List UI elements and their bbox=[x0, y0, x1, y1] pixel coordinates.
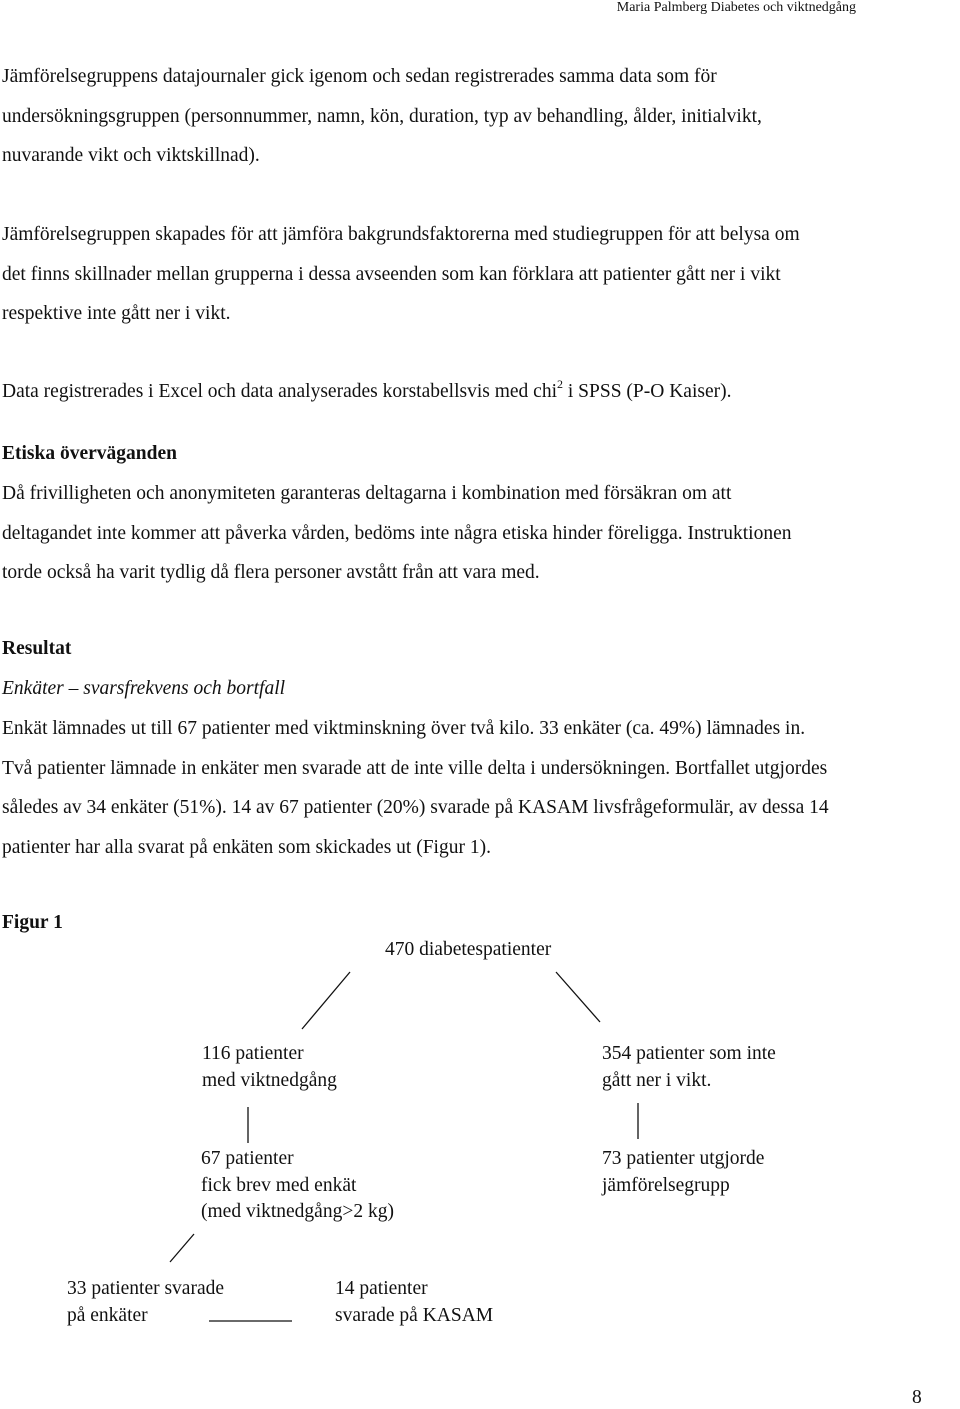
node-line: (med viktnedgång>2 kg) bbox=[201, 1201, 394, 1222]
text-line: Två patienter lämnade in enkäter men svarade att de inte ville delta i undersökningen. Bortfallet utgjordes bbox=[2, 757, 828, 779]
text-line: patienter har alla svarat på enkäten som skickades ut (Figur 1). bbox=[2, 836, 491, 858]
running-header: Maria Palmberg Diabetes och viktnedgång bbox=[616, 0, 856, 15]
analysis-text-before: Data registrerades i Excel och data analyserades korstabellsvis med chi bbox=[2, 381, 557, 402]
node-line: 116 patienter bbox=[202, 1043, 304, 1064]
heading-ethics: Etiska överväganden bbox=[2, 443, 177, 464]
node-line: svarade på KASAM bbox=[335, 1304, 494, 1326]
text-line: Jämförelsegruppen skapades för att jämföra bakgrundsfaktorerna med studiegruppen för att belysa om bbox=[2, 224, 800, 245]
text-line: det finns skillnader mellan grupperna i dessa avseenden som kan förklara att patienter gått ner i vikt bbox=[2, 263, 781, 285]
page-number: 8 bbox=[912, 1387, 922, 1408]
text-line: deltagandet inte kommer att påverka vården, bedöms inte några etiska hinder föreligga. Instruktionen bbox=[2, 522, 792, 544]
subheading-survey: Enkäter – svarsfrekvens och bortfall bbox=[2, 678, 286, 699]
node-line: gått ner i vikt. bbox=[602, 1069, 712, 1091]
text-line: Enkät lämnades ut till 67 patienter med viktminskning över två kilo. 33 enkäter (ca. 49%) lämnades in. bbox=[2, 718, 806, 739]
text-line: nuvarande vikt och viktskillnad). bbox=[2, 145, 260, 166]
heading-results: Resultat bbox=[2, 638, 72, 659]
node-line: 67 patienter bbox=[201, 1148, 294, 1169]
superscript: 2 bbox=[557, 377, 563, 391]
figure-label: Figur 1 bbox=[2, 912, 63, 933]
text-line: respektive inte gått ner i vikt. bbox=[2, 303, 231, 324]
connector-root-right bbox=[556, 972, 600, 1022]
text-line: Jämförelsegruppens datajournaler gick igenom och sedan registrerades samma data som för bbox=[2, 66, 717, 87]
node-line: 33 patienter svarade bbox=[67, 1278, 225, 1299]
connector-letter-answered bbox=[170, 1234, 194, 1262]
node-line: 470 diabetespatienter bbox=[385, 939, 552, 960]
node-line: med viktnedgång bbox=[202, 1069, 337, 1091]
analysis-text-after: i SPSS (P-O Kaiser). bbox=[563, 381, 732, 402]
node-line: fick brev med enkät bbox=[201, 1174, 357, 1196]
text-line: undersökningsgruppen (personnummer, namn, kön, duration, typ av behandling, ålder, initialvikt, bbox=[2, 105, 762, 127]
node-line: 354 patienter som inte bbox=[602, 1043, 776, 1064]
node-line: på enkäter bbox=[67, 1304, 148, 1326]
connector-root-left bbox=[302, 972, 350, 1029]
text-line: Då frivilligheten och anonymiteten garanteras deltagarna i kombination med försäkran om att bbox=[2, 483, 732, 504]
text-line: således av 34 enkäter (51%). 14 av 67 patienter (20%) svarade på KASAM livsfrågeformulär, av dessa 14 bbox=[2, 797, 829, 818]
node-line: 14 patienter bbox=[335, 1278, 428, 1299]
text-line: torde också ha varit tydlig då flera personer avstått från att vara med. bbox=[2, 562, 540, 583]
node-line: jämförelsegrupp bbox=[602, 1174, 730, 1196]
node-line: 73 patienter utgjorde bbox=[602, 1148, 765, 1169]
